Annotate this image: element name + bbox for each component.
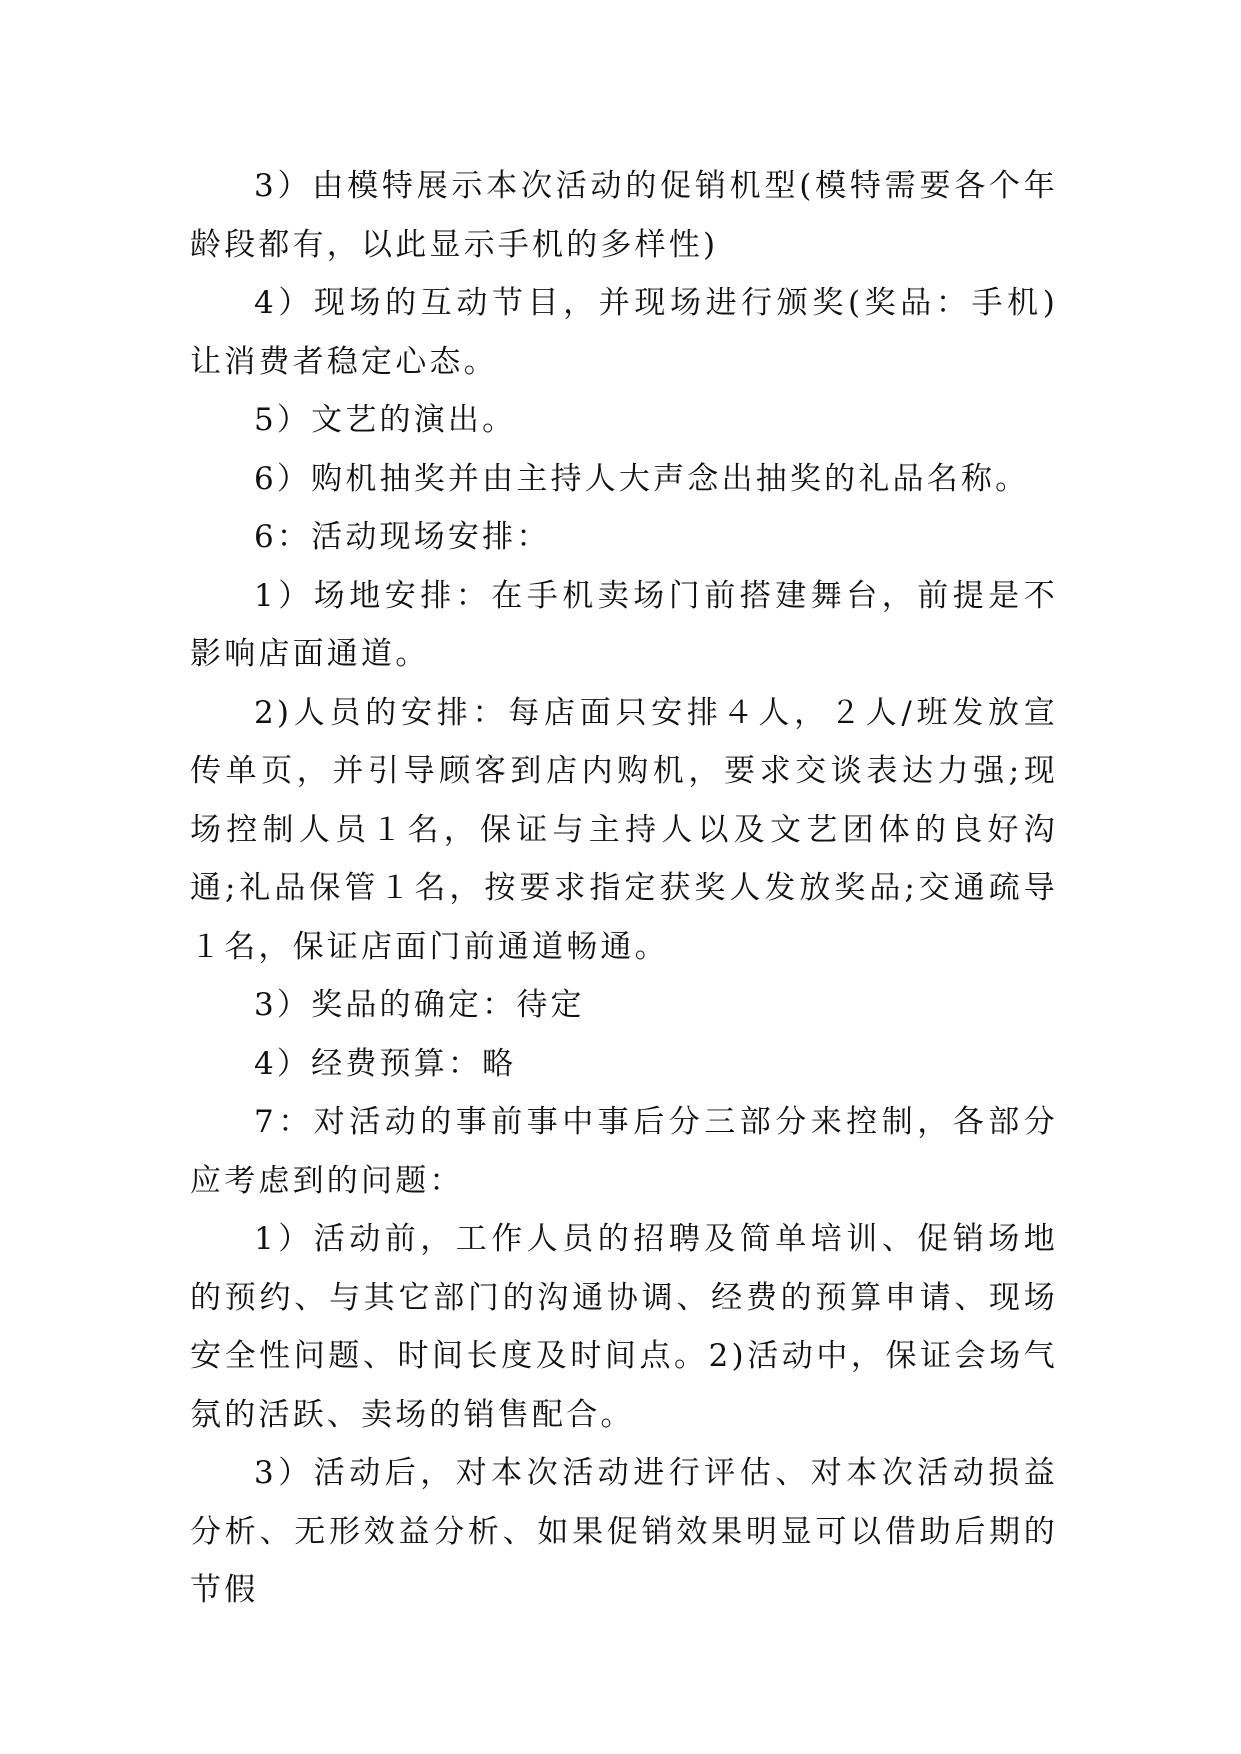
paragraph-performance: 5）文艺的演出。 [254,402,517,438]
paragraph-venue-arrangement: 1）场地安排：在手机卖场门前搭建舞台，前提是不影响店面通道。 [190,577,1058,672]
paragraph-prize-decision: 3）奖品的确定：待定 [254,987,585,1023]
section-heading-onsite-arrangement: 6：活动现场安排： [254,519,551,555]
section-heading-control: 7：对活动的事前事中事后分三部分来控制，各部分应考虑到的问题： [190,1104,1058,1199]
paragraph-interactive-show: 4）现场的互动节目，并现场进行颁奖(奖品：手机)让消费者稳定心态。 [190,285,1058,380]
paragraph-staff-arrangement: 2)人员的安排：每店面只安排４人，２人/班发放宣传单页，并引导顾客到店内购机，要求交谈表达力强;现场控制人员１名，保证与主持人以及文艺团体的良好沟通;礼品保管１名，按要求指定获奖人发放奖品;交通疏导１名，保证店面门前通道畅通。 [190,694,1058,965]
paragraph-lottery: 6）购机抽奖并由主持人大声念出抽奖的礼品名称。 [254,460,1030,497]
paragraph-model-display: 3）由模特展示本次活动的促销机型(模特需要各个年龄段都有，以此显示手机的多样性) [190,168,1058,263]
paragraph-budget: 4）经费预算：略 [254,1045,517,1082]
paragraph-before-during: 1）活动前，工作人员的招聘及简单培训、促销场地的预约、与其它部门的沟通协调、经费的预算申请、现场安全性问题、时间长度及时间点。2)活动中，保证会场气氛的活跃、卖场的销售配合。 [190,1221,1058,1433]
paragraph-after: 3）活动后，对本次活动进行评估、对本次活动损益分析、无形效益分析、如果促销效果明显可以借助后期的节假 [190,1455,1058,1608]
document-body [190,157,1058,1620]
